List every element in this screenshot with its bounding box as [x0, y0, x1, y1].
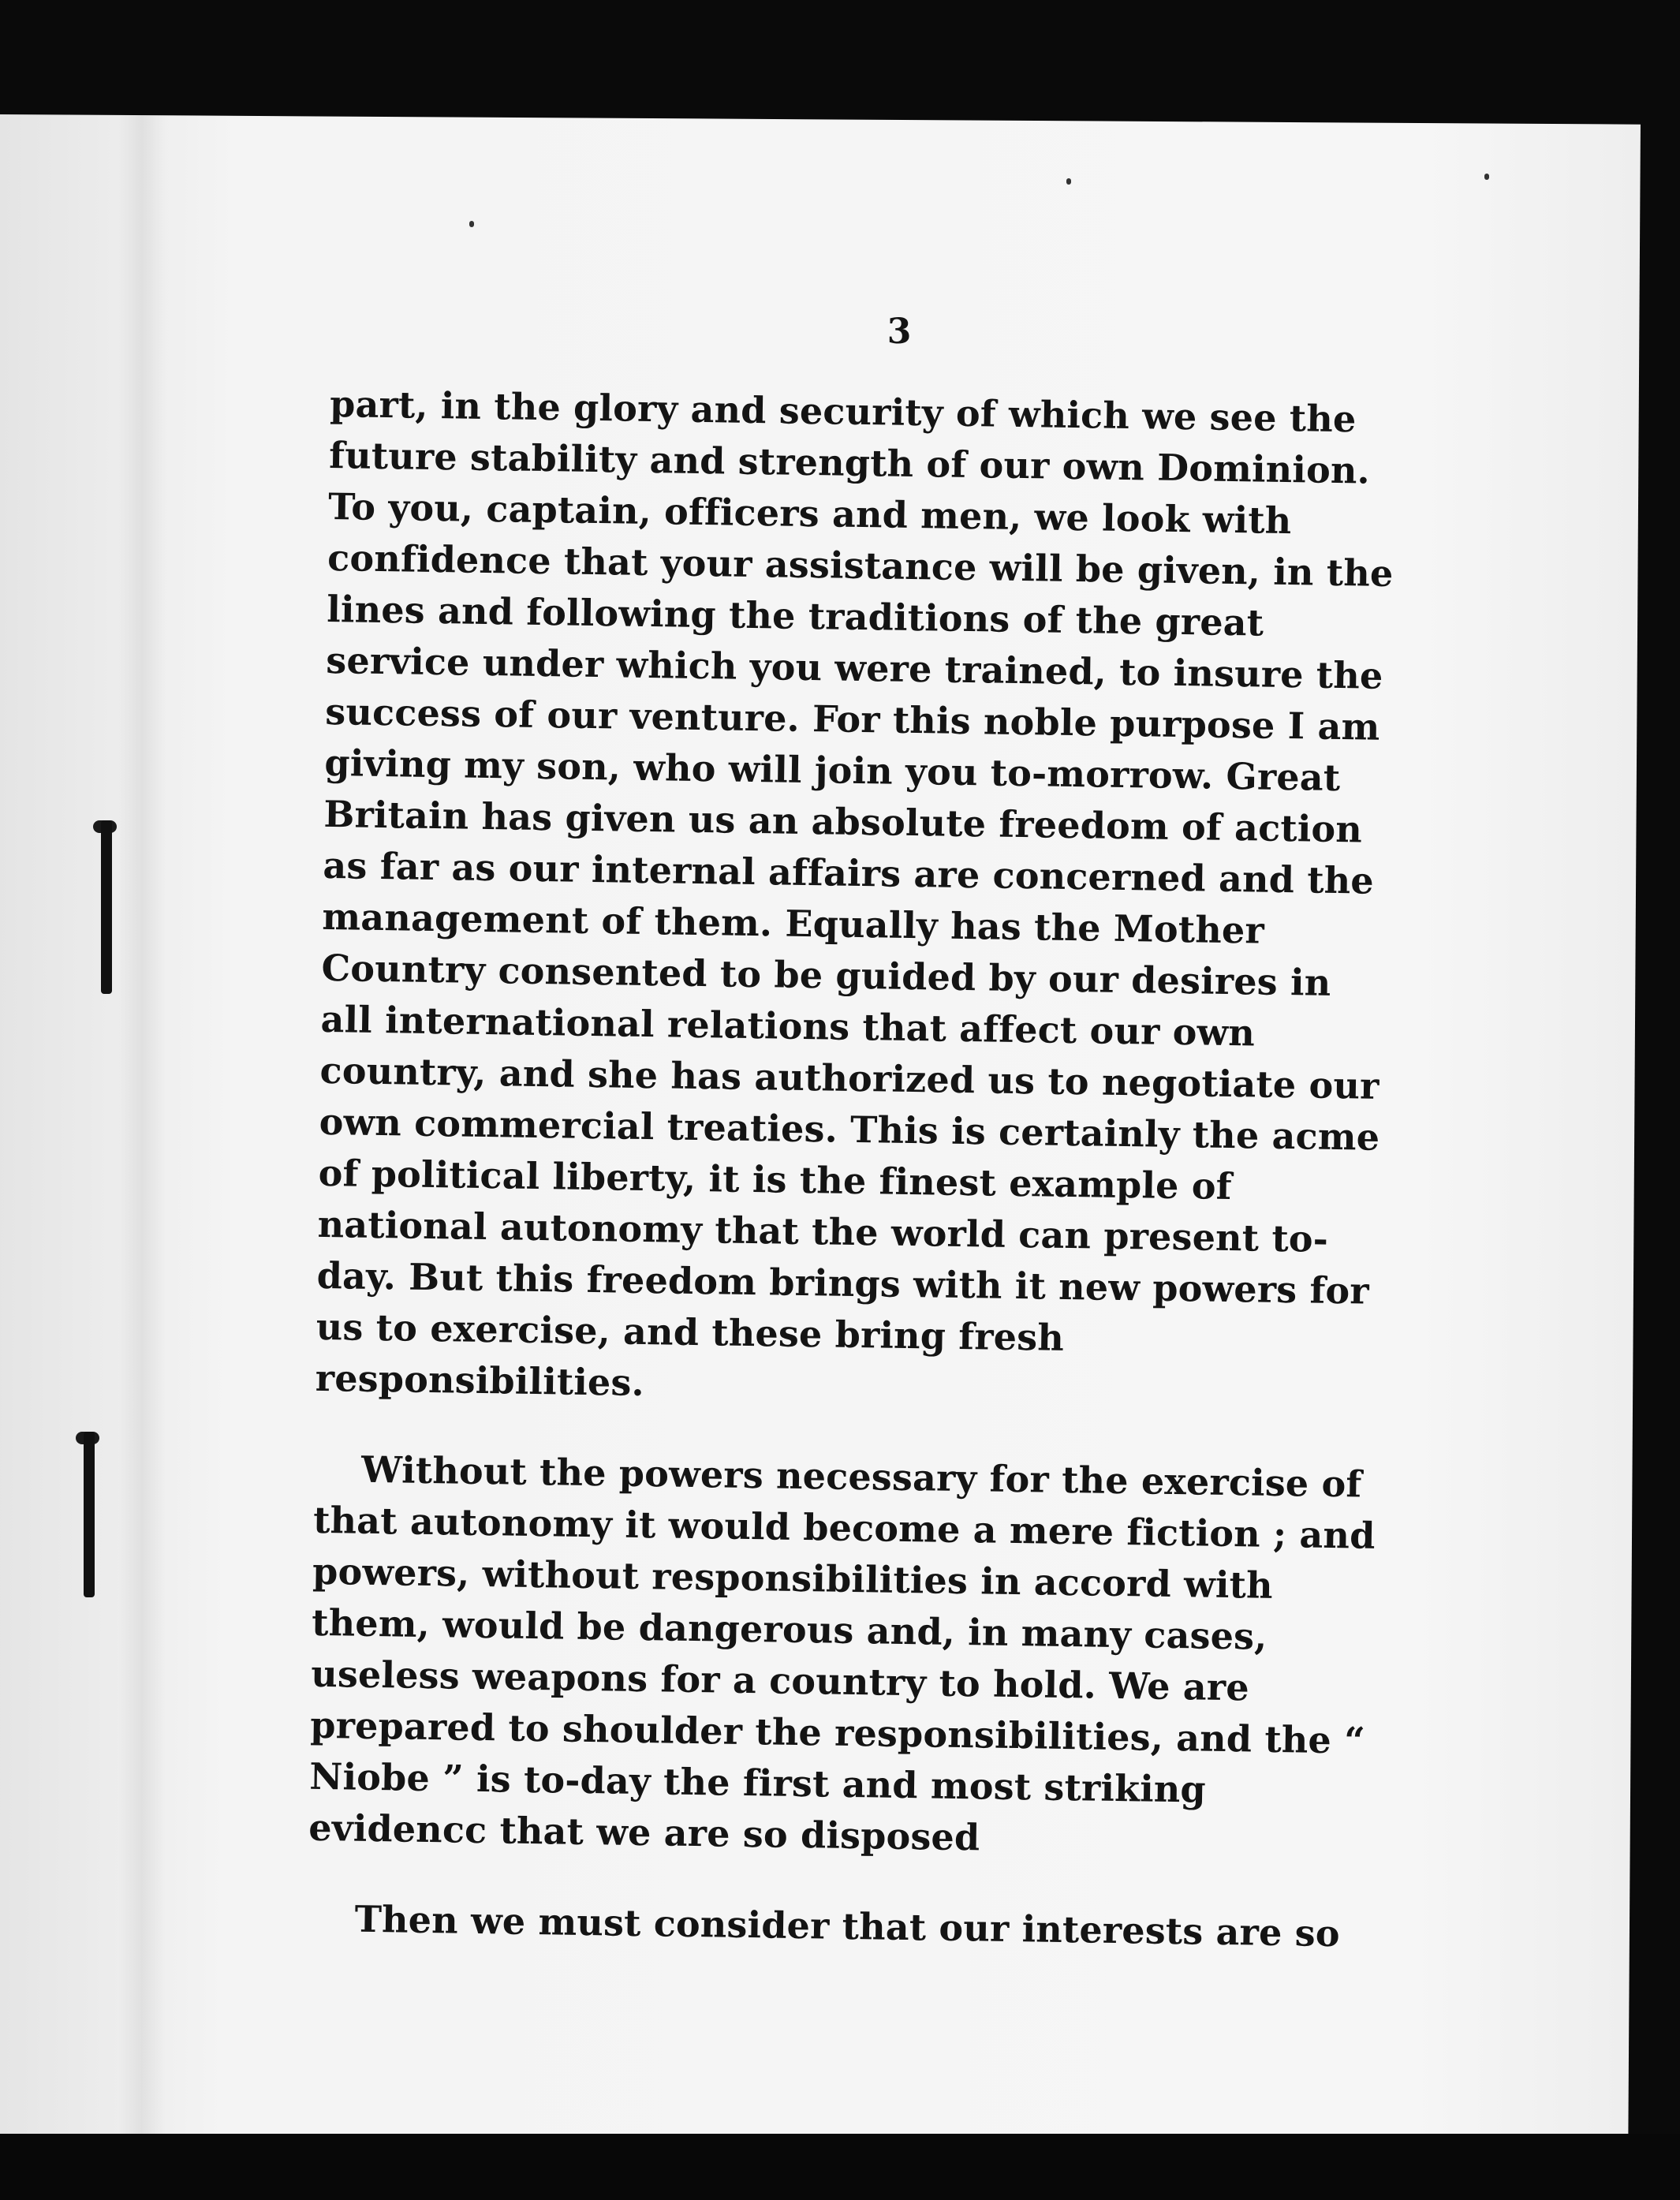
body-text — [307, 308, 1404, 1960]
paragraph: Without the powers necessary for the exercise of that autonomy it would become a mere fiction ; and powers, without responsibilities in accord with them, would be dangerous and, in many cases, useless weapons for a country to hold. We are prepared to shoulder the responsibilities, and the “ Niobe ” is to-day the first and most striking evidencc that we are so disposed — [308, 1447, 1376, 1859]
binding-gutter — [118, 114, 166, 2134]
paragraph: part, in the glory and security of which we see the future stability and strength of our own Dominion. To you, captain, officers and men, we look with confidence that your assistance will be given, in the lines and following the traditions of the great service under which you were trained, to insure the success of our venture. For this noble purpose I am giving my son, who will join you to-morrow. Great Britain has given us an absolute freedom of action as far as our internal affairs are concerned and the management of them. Equally has the Mother Country consented to be guided by our desires in all international relations that affect our own country, and she has authorized us to negotiate our own commercial treaties. This is certainly the acme of political liberty, it is the finest example of national autonomy that the world can present to-day. But this freedom brings with it new powers for us to exercise, and these bring fresh responsibilities. — [315, 382, 1394, 1405]
dust-speck — [1484, 174, 1489, 180]
dust-speck — [1066, 178, 1071, 185]
paragraph: Then we must consider that our interests are so — [354, 1897, 1341, 1955]
staple-top — [101, 820, 112, 994]
page-number: 3 — [887, 312, 912, 352]
dust-speck — [469, 221, 474, 227]
scan-bottom-border — [0, 2134, 1680, 2200]
staple-bottom — [84, 1432, 95, 1597]
